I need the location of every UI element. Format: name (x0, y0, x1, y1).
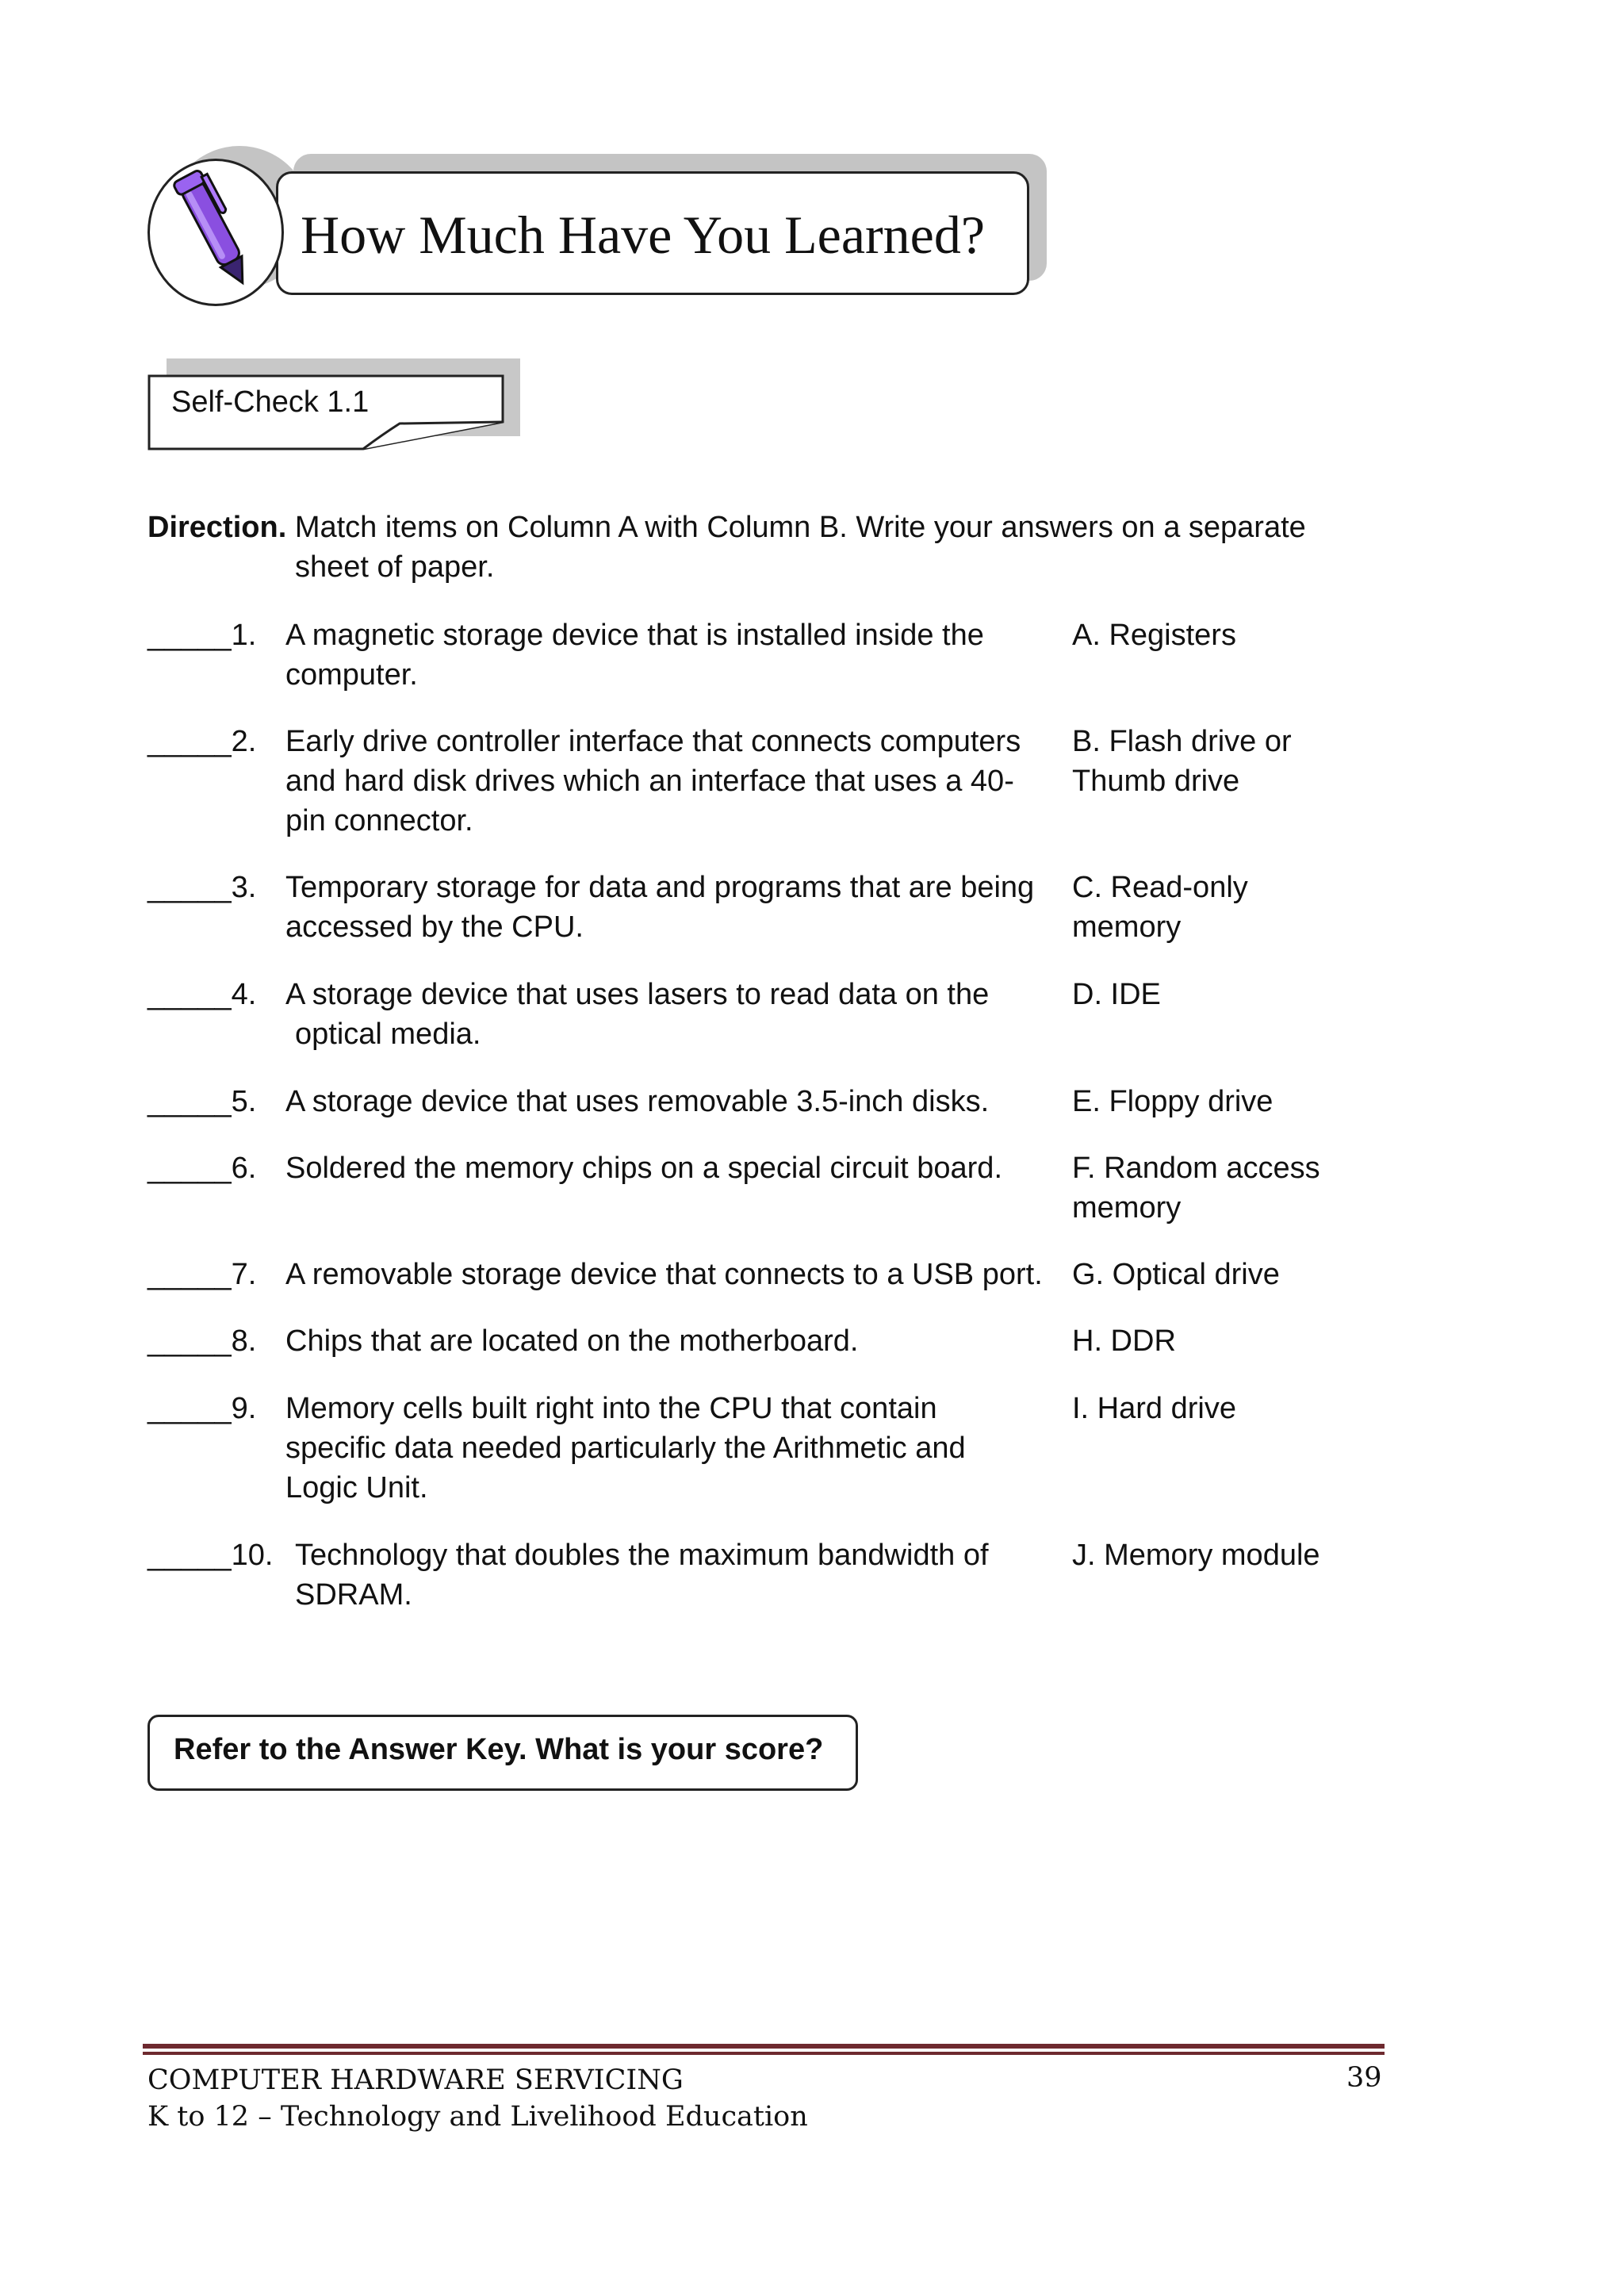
question-line: Soldered the memory chips on a special circuit board. (285, 1152, 1003, 1185)
footer-text (147, 2062, 808, 2135)
page-title: How Much Have You Learned? (301, 205, 986, 265)
answer-blank: _____7. (147, 1258, 257, 1291)
footer-rule-bottom (143, 2052, 1385, 2055)
question-line: A magnetic storage device that is installed inside the (285, 619, 984, 652)
item-choice (1072, 1321, 1405, 1361)
item-question (285, 615, 1197, 695)
answer-key-box (147, 1715, 858, 1791)
item-question (285, 1082, 1197, 1121)
footer-rule-top (143, 2044, 1385, 2049)
answer-blank: _____9. (147, 1392, 257, 1425)
answer-blank: _____2. (147, 725, 257, 758)
choice-line: F. Random access (1072, 1152, 1320, 1185)
question-line: Logic Unit. (285, 1471, 428, 1504)
direction (147, 508, 1385, 587)
item-choice (1072, 1148, 1405, 1228)
choice-line: J. Memory module (1072, 1539, 1320, 1572)
item-question (285, 1148, 1197, 1188)
question-line: computer. (285, 658, 418, 692)
item-choice (1072, 1389, 1405, 1428)
answer-blank: _____5. (147, 1085, 257, 1118)
choice-line: E. Floppy drive (1072, 1085, 1274, 1118)
pen-icon (150, 161, 282, 304)
item-question (285, 868, 1197, 947)
item-question (285, 1255, 1197, 1294)
choice-line: C. Read-only (1072, 871, 1248, 904)
item-question (285, 1389, 1197, 1508)
direction-text-line1: Match items on Column A with Column B. Write your answers on a separate (294, 511, 1306, 544)
footer-course: COMPUTER HARDWARE SERVICING (147, 2064, 684, 2096)
answer-blank: _____10. (147, 1539, 274, 1572)
question-line: Temporary storage for data and programs that are being (285, 871, 1035, 904)
item-question (285, 975, 1197, 1054)
direction-text-line2: sheet of paper. (295, 550, 495, 584)
question-line: A storage device that uses removable 3.5-inch disks. (285, 1085, 990, 1118)
header-banner (276, 171, 1029, 295)
choice-line: Thumb drive (1072, 765, 1240, 798)
question-line: Memory cells built right into the CPU that contain (285, 1392, 937, 1425)
item-choice (1072, 868, 1405, 947)
item-choice (1072, 722, 1405, 801)
choice-line: D. IDE (1072, 978, 1161, 1011)
self-check-tab (147, 374, 504, 450)
question-line: and hard disk drives which an interface that uses a 40- (285, 765, 1014, 798)
choice-line: H. DDR (1072, 1324, 1176, 1358)
answer-blank: _____4. (147, 978, 257, 1011)
choice-line: B. Flash drive or (1072, 725, 1292, 758)
question-line: A removable storage device that connects to a USB port. (285, 1258, 1043, 1291)
choice-line: I. Hard drive (1072, 1392, 1236, 1425)
answer-blank: _____6. (147, 1152, 257, 1185)
question-line: optical media. (295, 1018, 481, 1051)
item-question (295, 1535, 1207, 1615)
page-number: 39 (1346, 2062, 1382, 2094)
icon-circle (147, 159, 284, 306)
item-question (285, 1321, 1197, 1361)
item-question (285, 722, 1197, 841)
item-choice (1072, 615, 1405, 655)
choice-line: memory (1072, 910, 1182, 944)
question-line: specific data needed particularly the Arithmetic and (285, 1432, 966, 1465)
question-line: Technology that doubles the maximum bandwidth of (295, 1539, 989, 1572)
question-line: Early drive controller interface that connects computers (285, 725, 1021, 758)
question-line: A storage device that uses lasers to read data on the (285, 978, 990, 1011)
choice-line: memory (1072, 1191, 1182, 1225)
answer-key-text: Refer to the Answer Key. What is your score? (174, 1733, 824, 1766)
answer-blank: _____8. (147, 1324, 257, 1358)
choice-line: G. Optical drive (1072, 1258, 1280, 1291)
choice-line: A. Registers (1072, 619, 1236, 652)
question-line: pin connector. (285, 804, 473, 838)
item-choice (1072, 975, 1405, 1014)
direction-label: Direction. (147, 511, 287, 544)
item-choice (1072, 1082, 1405, 1121)
question-line: SDRAM. (295, 1578, 412, 1612)
footer-program: K to 12 – Technology and Livelihood Education (147, 2101, 808, 2133)
answer-blank: _____1. (147, 619, 257, 652)
item-choice (1072, 1255, 1405, 1294)
question-line: accessed by the CPU. (285, 910, 584, 944)
self-check-label: Self-Check 1.1 (171, 385, 370, 419)
answer-blank: _____3. (147, 871, 257, 904)
question-line: Chips that are located on the motherboard. (285, 1324, 859, 1358)
item-choice (1072, 1535, 1405, 1575)
